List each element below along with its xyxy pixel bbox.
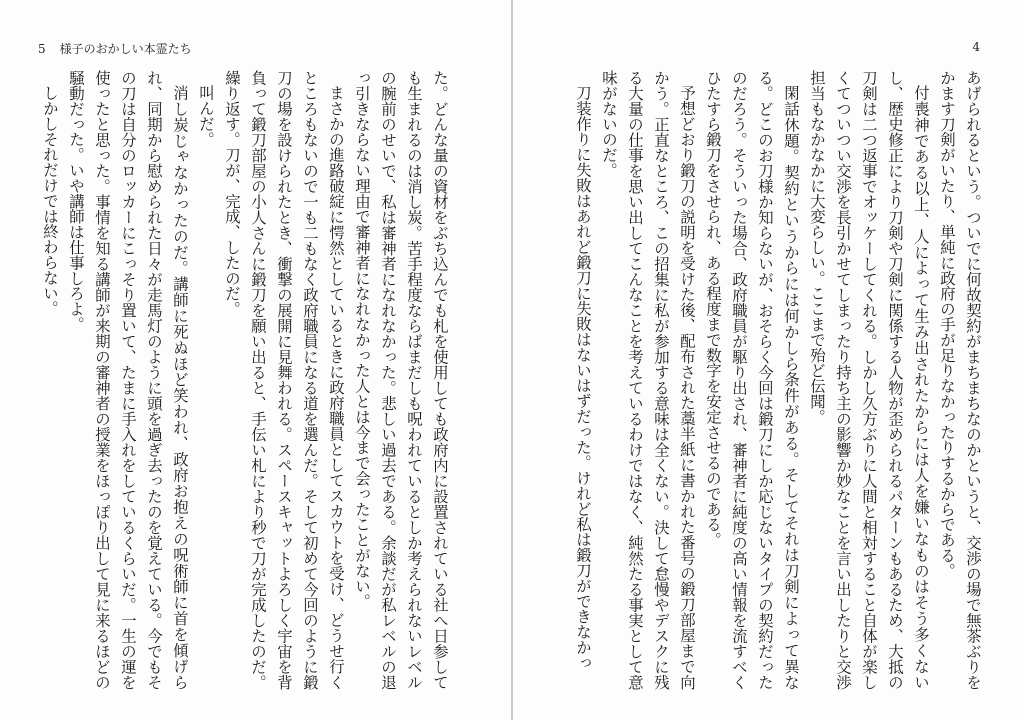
- running-head: [38, 40, 192, 57]
- paragraph: まさかの進路破綻に愕然としているときに政府職員としてスカウトを受け、どうせ行くところもないので一も二もなく政府職員になる道を選んだ。そして初めて今回のように鍛刀の場を設けられたとき、衝撃の展開に見舞われる。スペースキャットよろしく宇宙を背負って鍛刀部屋の小人さんに鍛刀を願い出ると、手伝い札により秒で刀が完成したのだ。繰り返す。刀が、完成、したのだ。: [223, 70, 345, 690]
- left-page: [0, 0, 511, 720]
- right-page-number: 4: [972, 40, 980, 54]
- right-page: [513, 0, 1024, 720]
- chapter-title: 様子のおかしい本霊たち: [59, 42, 192, 56]
- paragraph: 付喪神である以上、人によって生み出されたからには人を嫌いなものはそう多くないし、歴史修正により刀剣や刀剣に関係する人物が歪められるパターンもあるため、大抵の刀剣は二つ返事でオッケーしてくれる。しかし久方ぶりに人間と相対すること自体が楽しくてついつい交渉を長引かせてしまったり持ち主の影響か妙なことを言い出したりと交渉担当もなかなかに大変らしい。ここまで殆ど伝聞。: [808, 70, 930, 690]
- paragraph: 叫んだ。: [197, 85, 215, 147]
- left-page-number: 5: [38, 42, 46, 56]
- paragraph: あげられるという。ついでに何故契約がまちまちなのかというと、交渉の場で無茶ぶりをかます刀剣がいたり、単純に政府の手が足りなかったりするからである。: [938, 70, 982, 690]
- left-page-body: [37, 70, 453, 690]
- paragraph: 消し炭じゃなかったのだ。講師に死ぬほど笑われ、政府お抱えの呪術師に首を傾げられ、同期から慰められた日々が走馬灯のように頭を過ぎ去ったのを覚えている。今でもその刀は自分のロッカーにこっそり置いて、たまに手入れをしているくらいだ。一生の運を使ったと思った。事情を知る講師が来期の審神者の授業をほっぽり出して見に来るほどの騒動だった。いや講師は仕事しろよ。: [67, 70, 189, 690]
- paragraph: 刀装作りに失敗はあれど鍛刀に失敗はないはずだった。けれど私は鍛刀ができなかっ: [574, 85, 592, 671]
- right-page-body: [570, 70, 986, 690]
- paragraph: 予想どおり鍛刀の説明を受けた後、配布された藁半紙に書かれた番号の鍛刀部屋まで向かう。正直なところ、この招集に私が参加する意味は全くない。決して怠慢やデスクに残る大量の仕事を思い出してこんなことを考えているわけではなく、純然たる事実として意味がないのだ。: [600, 70, 696, 690]
- paragraph: 閑話休題。契約というからには何かしら条件がある。そしてそれは刀剣によって異なる。どこのお刀様か知らないが、おそらく今回は鍛刀にしか応じないタイプの契約だったのだろう。そういった場合、政府職員が駆り出され、審神者に純度の高い情報を流すべくひたすら鍛刀をさせられ、ある程度まで数字を安定させるのである。: [704, 70, 800, 690]
- paragraph: しかしそれだけでは終わらない。: [41, 85, 59, 317]
- paragraph: た。どんな量の資材をぶち込んでも札を使用しても政府内に設置されている社へ日参しても生まれるのは消し炭。苦手程度ならばまだしも呪われているとしか考えられないレベルの腕前のせいで、私は審神者になれなかった。悲しい過去である。余談だが私レベルの退っ引きならない理由で審神者になれなかった人とは今まで会ったことがない。: [353, 70, 449, 690]
